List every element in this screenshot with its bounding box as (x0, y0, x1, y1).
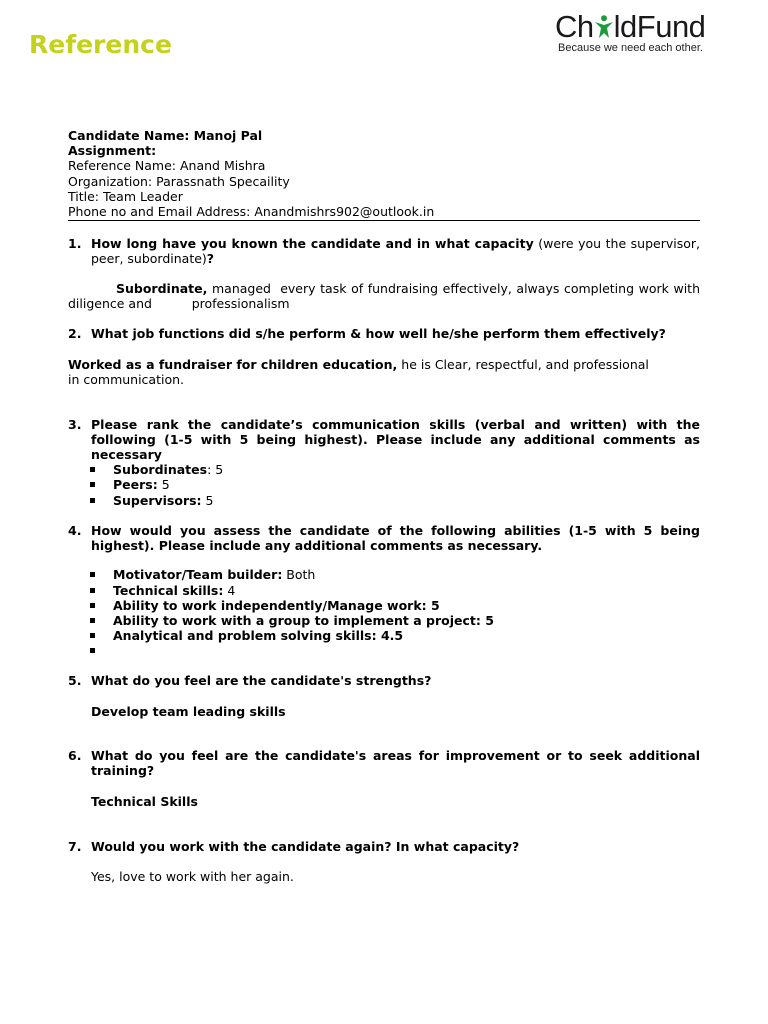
answer-text: he is Clear, respectful, and professional in communication. (68, 357, 649, 387)
answer-lead: Subordinate, (116, 281, 208, 296)
logo-text-start: Ch (555, 9, 594, 44)
ability-label: Ability to work with a group to implement a project: 5 (113, 613, 494, 628)
answer-6: Technical Skills (91, 794, 198, 809)
answer-2 (68, 357, 658, 387)
candidate-name: Candidate Name: Manoj Pal (68, 128, 263, 143)
document-title: Reference (29, 30, 172, 59)
contact-details: Phone no and Email Address: Anandmishrs902@outlook.in (68, 204, 435, 219)
question-mark: ? (206, 251, 215, 266)
question-text: How would you assess the candidate of the following abilities (1-5 with 5 being highest). Please include any additional comments as necessary. (91, 523, 700, 553)
ability-label: Analytical and problem solving skills: 4.5 (113, 628, 404, 643)
bullet-square-icon (90, 603, 95, 608)
question-number: 1. (68, 236, 82, 251)
assignment-label: Assignment: (68, 143, 157, 158)
answer-lead: Worked as a fundraiser for children education, (68, 357, 398, 372)
logo-text-end: ldFund (613, 9, 706, 44)
organization: Organization: Parassnath Specaility (68, 174, 290, 189)
ability-label: Ability to work independently/Manage work: 5 (113, 598, 440, 613)
question-6 (68, 748, 700, 778)
rating-value: : 5 (207, 462, 224, 477)
ability-value: Both (282, 567, 316, 582)
answer-5: Develop team leading skills (91, 704, 286, 719)
logo-wordmark (555, 10, 705, 44)
answer-text: managed every task of fundraising effectively, always completing work with diligence and professionalism (68, 281, 704, 311)
question-number: 4. (68, 523, 82, 538)
rating-value: 5 (201, 493, 214, 508)
question-7 (68, 839, 700, 854)
question-text: Would you work with the candidate again? In what capacity? (91, 839, 520, 854)
person-figure-icon (594, 12, 614, 36)
question-5 (68, 673, 700, 688)
logo-tagline: Because we need each other. (558, 42, 703, 54)
question-1 (68, 236, 700, 266)
rating-value: 5 (157, 477, 170, 492)
job-title: Title: Team Leader (68, 189, 183, 204)
question-text: What do you feel are the candidate's strengths? (91, 673, 432, 688)
question-number: 5. (68, 673, 82, 688)
question-number: 7. (68, 839, 82, 854)
bullet-square-icon (90, 618, 95, 623)
bullet-square-icon (90, 498, 95, 503)
question-number: 2. (68, 326, 82, 341)
question-4 (68, 523, 700, 553)
question-text: How long have you known the candidate and in what capacity (91, 236, 534, 251)
bullet-square-icon (90, 482, 95, 487)
question-text: What job functions did s/he perform & how well he/she perform them effectively? (91, 326, 666, 341)
answer-7: Yes, love to work with her again. (91, 869, 294, 884)
rating-label: Peers: (113, 477, 158, 492)
bullet-square-icon (90, 648, 95, 653)
bullet-square-icon (90, 572, 95, 577)
question-text: What do you feel are the candidate's areas for improvement or to seek additional training? (91, 748, 700, 778)
question-note: (were you the supervisor, peer, subordinate) (91, 236, 701, 266)
bullet-square-icon (90, 467, 95, 472)
childfund-logo (553, 10, 719, 58)
question-2 (68, 326, 700, 341)
bullet-square-icon (90, 588, 95, 593)
ability-label: Motivator/Team builder: (113, 567, 283, 582)
answer-1 (68, 281, 704, 311)
rating-label: Supervisors: (113, 493, 202, 508)
bullet-square-icon (90, 633, 95, 638)
reference-name: Reference Name: Anand Mishra (68, 158, 266, 173)
question-number: 6. (68, 748, 82, 763)
question-3 (68, 417, 700, 462)
header-divider (68, 220, 700, 221)
ability-label: Technical skills: (113, 583, 224, 598)
question-text: Please rank the candidate’s communication skills (verbal and written) with the following (1-5 with 5 being highest). Please include any additional comments as necessary (91, 417, 700, 462)
question-number: 3. (68, 417, 82, 432)
ability-value: 4 (223, 583, 236, 598)
rating-label: Subordinates (113, 462, 208, 477)
